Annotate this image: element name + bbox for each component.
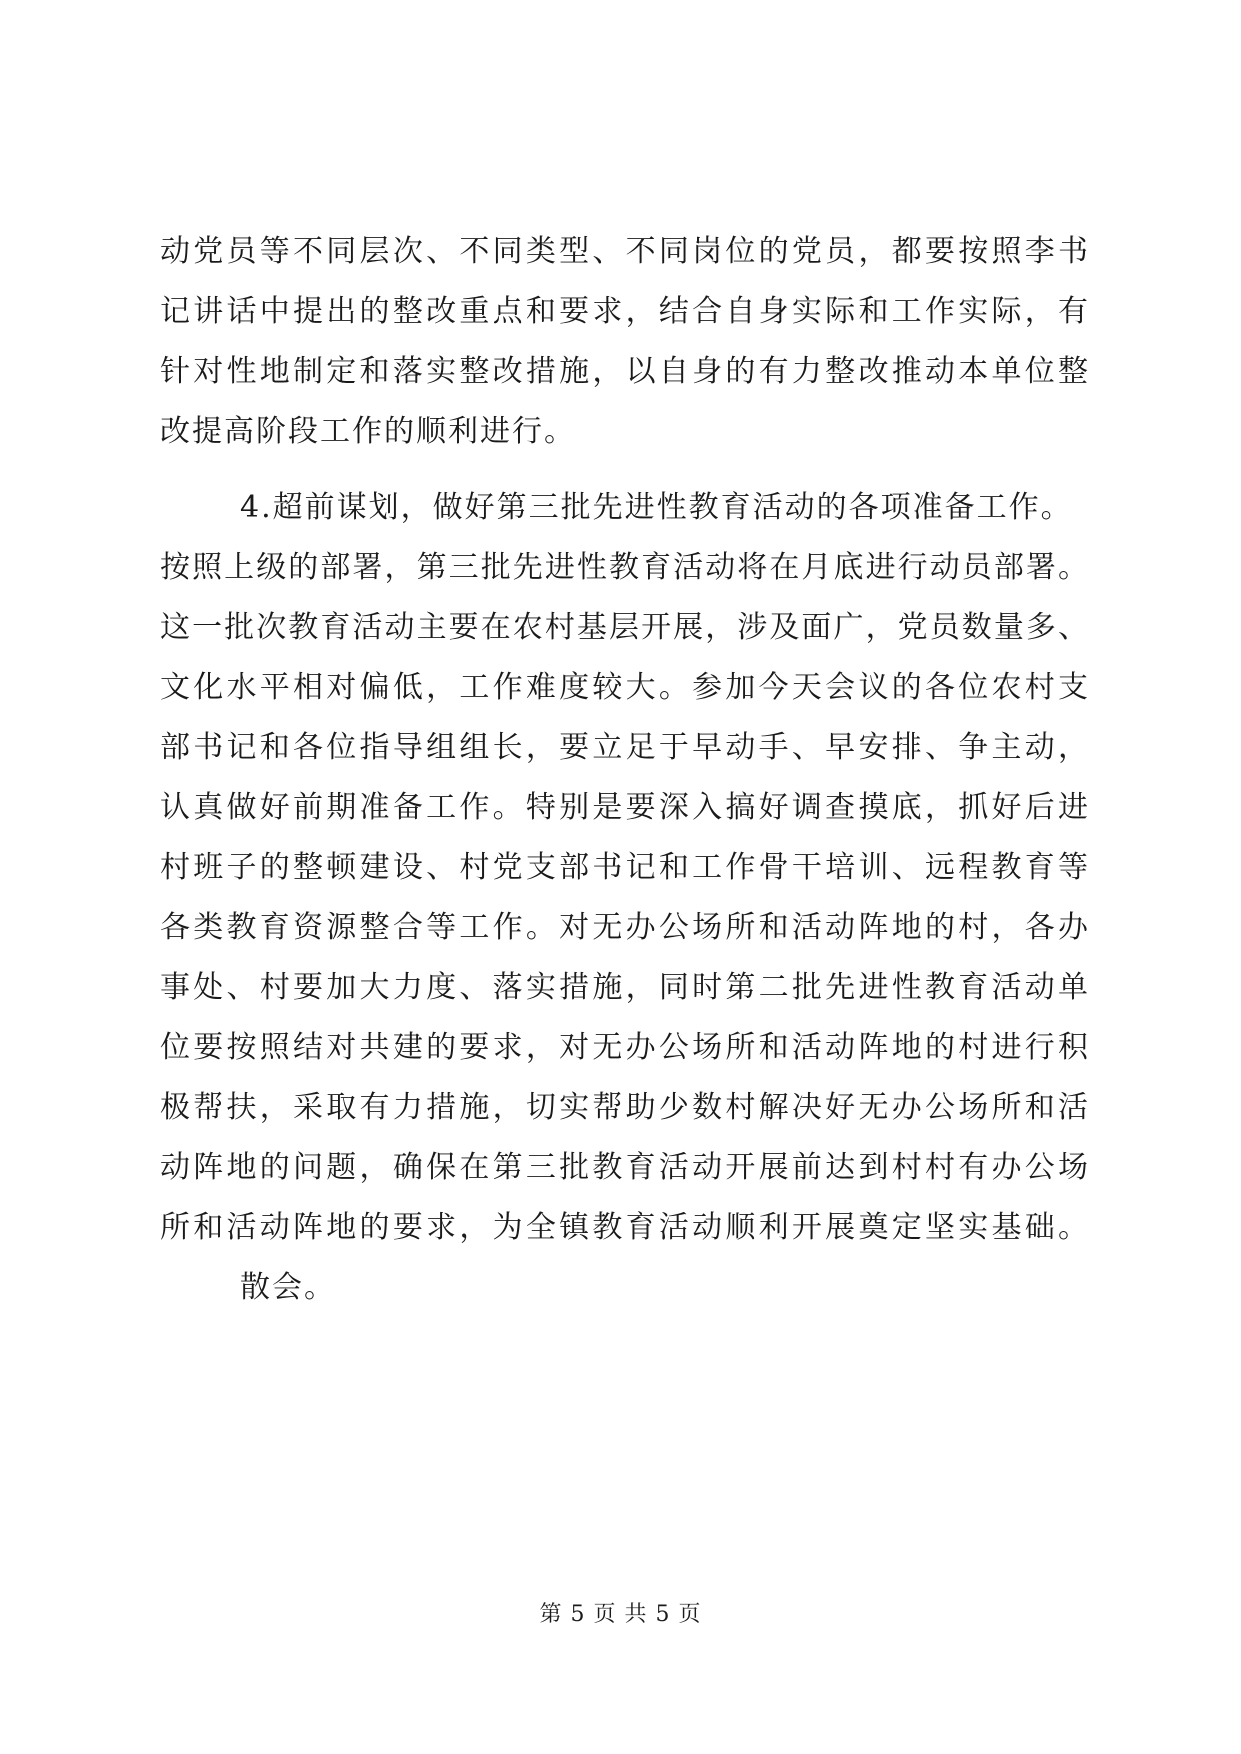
text-line: 事处、村要加大力度、落实措施，同时第二批先进性教育活动单 [160, 970, 1090, 1005]
text-line: 动阵地的问题，确保在第三批教育活动开展前达到村村有办公场 [160, 1150, 1090, 1185]
text-line: 按照上级的部署，第三批先进性教育活动将在月底进行动员部署。 [160, 550, 1090, 585]
page-number-footer: 第 5 页 共 5 页 [539, 1602, 702, 1627]
text-line: 村班子的整顿建设、村党支部书记和工作骨干培训、远程教育等 [160, 850, 1090, 885]
text-line-first: 散会。 [240, 1270, 336, 1305]
text-line: 记讲话中提出的整改重点和要求，结合自身实际和工作实际，有 [160, 294, 1090, 329]
text-line: 这一批次教育活动主要在农村基层开展，涉及面广，党员数量多、 [160, 610, 1090, 645]
text-line-first: 4.超前谋划，做好第三批先进性教育活动的各项准备工作。 [240, 490, 1073, 525]
text-line: 文化水平相对偏低，工作难度较大。参加今天会议的各位农村支 [160, 670, 1090, 705]
paragraph-2 [160, 478, 1090, 1258]
text-line: 部书记和各位指导组组长，要立足于早动手、早安排、争主动， [160, 730, 1090, 765]
text-line: 针对性地制定和落实整改措施，以自身的有力整改推动本单位整 [160, 354, 1090, 389]
text-line: 改提高阶段工作的顺利进行。 [160, 414, 576, 449]
document-body [160, 222, 1090, 1318]
text-line: 动党员等不同层次、不同类型、不同岗位的党员，都要按照李书 [160, 234, 1090, 269]
text-line: 各类教育资源整合等工作。对无办公场所和活动阵地的村，各办 [160, 910, 1090, 945]
text-line: 极帮扶，采取有力措施，切实帮助少数村解决好无办公场所和活 [160, 1090, 1090, 1125]
paragraph-1 [160, 222, 1090, 462]
paragraph-3 [160, 1258, 1090, 1318]
text-line: 认真做好前期准备工作。特别是要深入搞好调查摸底，抓好后进 [160, 790, 1090, 825]
text-line: 位要按照结对共建的要求，对无办公场所和活动阵地的村进行积 [160, 1030, 1090, 1065]
paragraph-gap [160, 462, 1090, 478]
text-line: 所和活动阵地的要求，为全镇教育活动顺利开展奠定坚实基础。 [160, 1210, 1090, 1245]
